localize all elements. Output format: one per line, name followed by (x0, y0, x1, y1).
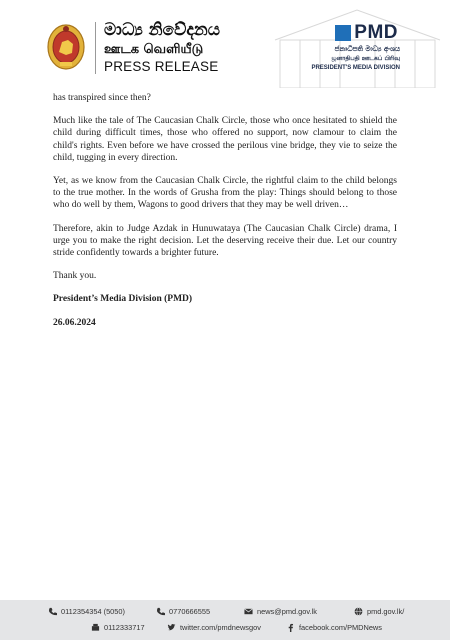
footer-website[interactable] (353, 606, 404, 616)
signature: President’s Media Division (PMD) (53, 294, 193, 305)
pmd-sinhala-name: ජනාධිපති මාධ්‍ය අංශය (334, 45, 400, 53)
body-paragraph: has transpired since then? (53, 93, 151, 103)
title-english: PRESS RELEASE (104, 59, 219, 74)
footer-phone (47, 606, 125, 616)
title-sinhala: මාධ්‍ය නිවේදනය (104, 20, 220, 40)
facebook-link[interactable]: facebook.com/PMDNews (299, 622, 382, 632)
phone-icon (47, 606, 57, 616)
release-date: 26.06.2024 (53, 317, 96, 328)
fax-icon (90, 622, 100, 632)
footer-facebook[interactable] (285, 622, 382, 632)
title-tamil: ஊடக வெளியீடு (104, 42, 204, 57)
building-watermark-icon (265, 0, 450, 88)
press-release-body (53, 92, 397, 340)
body-paragraph: Much like the tale of The Caucasian Chalk Circle, those who once hesitated to shield the child during difficult times, those who offered no support, now clamour to claim the child's rights. Even before we have crossed the perilous vine bridge, they vie to seize the child, tugging in every direction. (53, 116, 397, 163)
header-divider (95, 22, 96, 74)
website-link[interactable]: pmd.gov.lk/ (367, 606, 405, 616)
body-paragraph: Thank you. (53, 271, 97, 282)
globe-icon (353, 606, 363, 616)
pmd-english-name: PRESIDENT'S MEDIA DIVISION (311, 65, 400, 71)
pmd-logo-text: PMD (354, 22, 398, 43)
email-link[interactable]: news@pmd.gov.lk (257, 606, 317, 616)
sri-lanka-emblem-icon (46, 22, 86, 72)
pmd-tamil-name: ஜனாதிபதி ஊடகப் பிரிவு (331, 55, 400, 62)
phone-number: 0112354354 (5050) (61, 606, 125, 616)
twitter-icon (166, 622, 176, 632)
pmd-logo (335, 22, 398, 44)
phone-icon (155, 606, 165, 616)
email-icon (243, 606, 253, 616)
footer-fax (90, 622, 145, 632)
footer-twitter[interactable] (166, 622, 261, 632)
mobile-number: 0770666555 (169, 606, 211, 616)
twitter-link[interactable]: twitter.com/pmdnewsgov (180, 622, 261, 632)
pmd-logo-square-icon (335, 25, 351, 41)
facebook-icon (285, 622, 295, 632)
body-paragraph: Yet, as we know from the Caucasian Chalk Circle, the rightful claim to the child belongs to the true mother. In the words of Grusha from the play: Things should belong to those who do well by them, Wagons to good drivers that they may be well driven… (53, 176, 397, 211)
footer-email[interactable] (243, 606, 317, 616)
header (0, 0, 450, 88)
footer (0, 600, 450, 640)
body-paragraph: Therefore, akin to Judge Azdak in Hunuwataya (The Caucasian Chalk Circle) drama, I urge you to make the right decision. Let the deserving receive their due. Let our country stride confidently towards a brighter future. (53, 223, 397, 259)
footer-mobile (155, 606, 210, 616)
fax-number: 0112333717 (104, 622, 145, 632)
